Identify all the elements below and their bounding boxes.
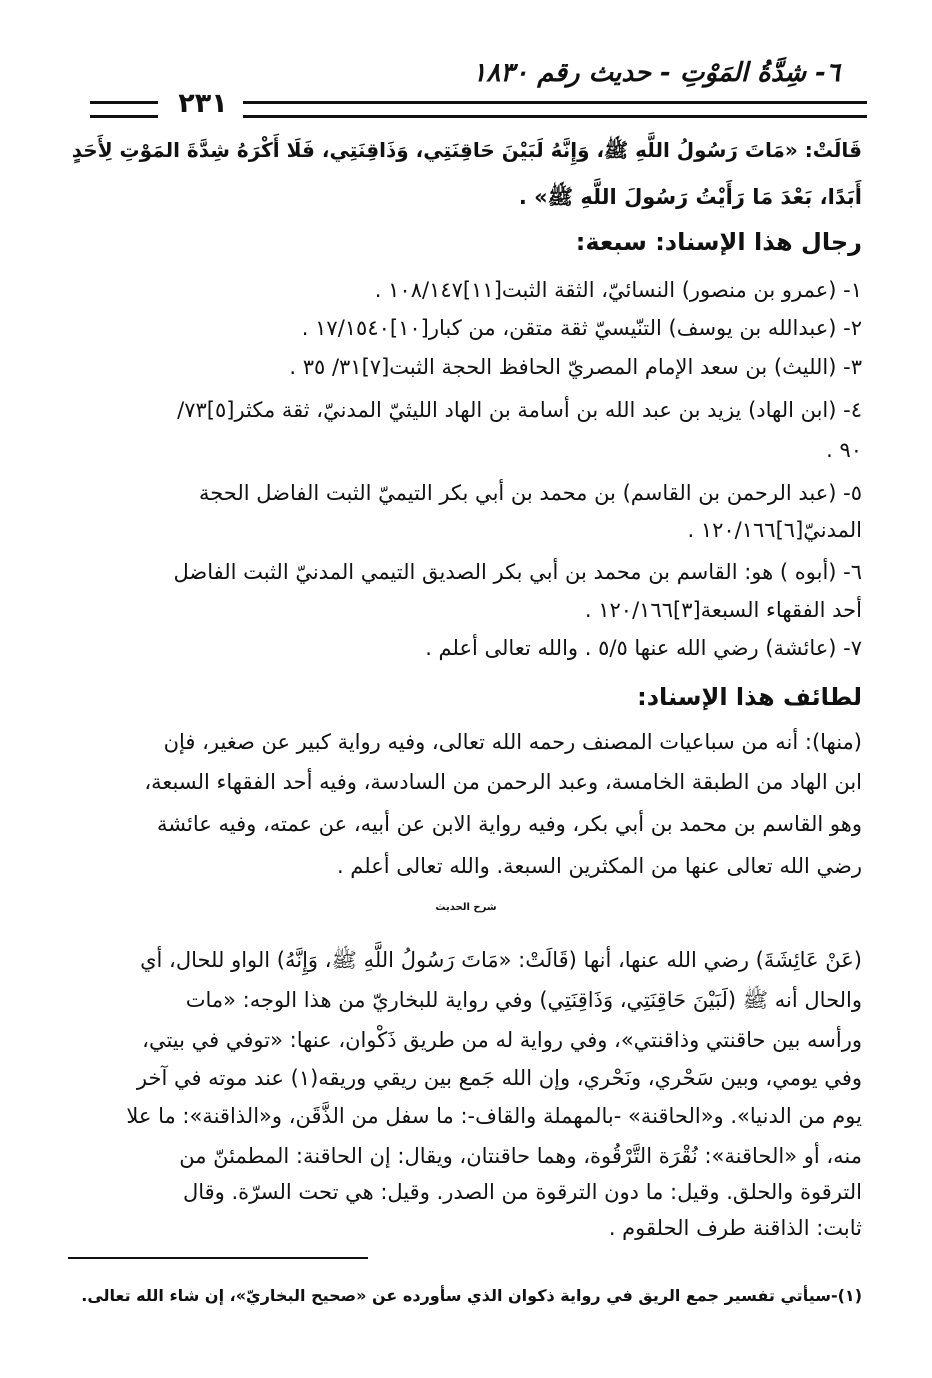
narrators-heading: رجال هذا الإسناد: سبعة: xyxy=(575,228,862,256)
subtleties-line-1: (منها): أنه من سباعيات المصنف رحمه الله تعالى، وفيه رواية كبير عن صغير، فإن xyxy=(163,730,862,754)
commentary-line-4: وفي يومي، وبين سَحْري، ونَحْري، وإن الله جَمع بين ريقي وريقه(١) عند موته في آخر xyxy=(136,1066,862,1090)
subtleties-line-4: رضي الله تعالى عنها من المكثرين السبعة. والله تعالى أعلم . xyxy=(336,854,862,878)
narrator-item-7: ٧- (عائشة) رضي الله عنها ٥/٥ . والله تعالى أعلم . xyxy=(425,636,862,660)
commentary-line-3: ورأسه بين حاقنتي وذاقنتي»، وفي رواية له من طريق ذَكْوان، عنها: «توفي في بيتي، xyxy=(142,1028,862,1052)
hadith-text-line-1: قَالَتْ: «مَاتَ رَسُولُ اللَّهِ ﷺ، وَإِنَّهُ لَبَيْنَ حَاقِنَتِي، وَذَاقِنَتِي، فَلَا أَكْرَهُ شِدَّةَ المَوْتِ لِأَحَدٍ xyxy=(71,138,862,162)
commentary-line-7: الترقوة والحلق. وقيل: ما دون الترقوة من الصدر. وقيل: هي تحت السرّة. وقال xyxy=(182,1180,862,1204)
footnote-separator xyxy=(68,1257,368,1259)
narrator-item-6: ٦- (أبوه ) هو: القاسم بن محمد بن أبي بكر الصديق التيمي المدنيّ الثبت الفاضل xyxy=(173,560,862,584)
narrator-item-1: ١- (عمرو بن منصور) النسائيّ، الثقة الثبت[١١]١٠٨/١٤٧ . xyxy=(374,278,862,302)
narrator-item-4: ٤- (ابن الهاد) يزيد بن عبد الله بن أسامة بن الهاد الليثيّ المدنيّ، ثقة مكثر[٥]٧٣/ xyxy=(177,398,862,422)
narrator-item-4-cont: ٩٠ . xyxy=(826,438,862,462)
chapter-header: ٦- شِدَّةُ المَوْتِ - حديث رقم ١٨٣٠ xyxy=(472,58,840,88)
page-number: ٢٣١ xyxy=(178,88,228,119)
footnote: (١)-سيأتي تفسير جمع الريق في رواية ذكوان الذي سأورده عن «صحيح البخاريّ»، إن شاء الله تعالى. xyxy=(81,1286,862,1305)
narrator-item-5-cont: المدنيّ[٦]١٢٠/١٦٦ . xyxy=(687,518,862,542)
subtleties-line-2: ابن الهاد من الطبقة الخامسة، وعبد الرحمن من السادسة، وفيه أحد الفقهاء السبعة، xyxy=(144,770,862,794)
narrator-item-6-cont: أحد الفقهاء السبعة[٣]١٢٠/١٦٦ . xyxy=(584,598,862,622)
narrator-item-3: ٣- (الليث) بن سعد الإمام المصريّ الحافظ الحجة الثبت[٧]٣١/ ٣٥ . xyxy=(289,355,862,379)
commentary-line-6: منه، أو «الحاقنة»: نُقْرَة التَّرْقُوة، وهما حاقنتان، ويقال: إن الحاقنة: المطمئنّ من xyxy=(179,1144,862,1168)
commentary-line-5: يوم من الدنيا». و«الحاقنة» -بالمهملة والقاف-: ما سفل من الذَّقَن، و«الذاقنة»: ما علا xyxy=(126,1104,862,1128)
header-rule-right xyxy=(243,101,867,118)
commentary-heading: شرح الحديث xyxy=(435,902,497,913)
commentary-line-1: (عَنْ عَائِشَةَ) رضي الله عنها، أنها (قَالَتْ: «مَاتَ رَسُولُ اللَّهِ ﷺ، وَإِنَّهُ) الواو للحال، أي xyxy=(140,948,862,972)
header-rule-left xyxy=(90,101,158,118)
commentary-line-8: ثابت: الذاقنة طرف الحلقوم . xyxy=(608,1216,862,1240)
commentary-line-2: والحال أنه ﷺ (لَبَيْنَ حَاقِنَتِي، وَذَاقِنَتِي) وفي رواية للبخاريّ من هذا الوجه: «مات xyxy=(185,988,862,1012)
hadith-text-line-2: أَبَدًا، بَعْدَ مَا رَأَيْتُ رَسُولَ اللَّهِ ﷺ» . xyxy=(518,185,862,209)
subtleties-line-3: وهو القاسم بن محمد بن أبي بكر، وفيه رواية الابن عن أبيه، عن عمته، وفيه عائشة xyxy=(157,812,862,836)
subtleties-heading: لطائف هذا الإسناد: xyxy=(637,683,862,711)
narrator-item-2: ٢- (عبدالله بن يوسف) التنّيسيّ ثقة متقن، من كبار[١٠]١٧/١٥٤٠ . xyxy=(301,316,862,340)
narrator-item-5: ٥- (عبد الرحمن بن القاسم) بن محمد بن أبي بكر التيميّ الثبت الفاضل الحجة xyxy=(198,481,862,505)
